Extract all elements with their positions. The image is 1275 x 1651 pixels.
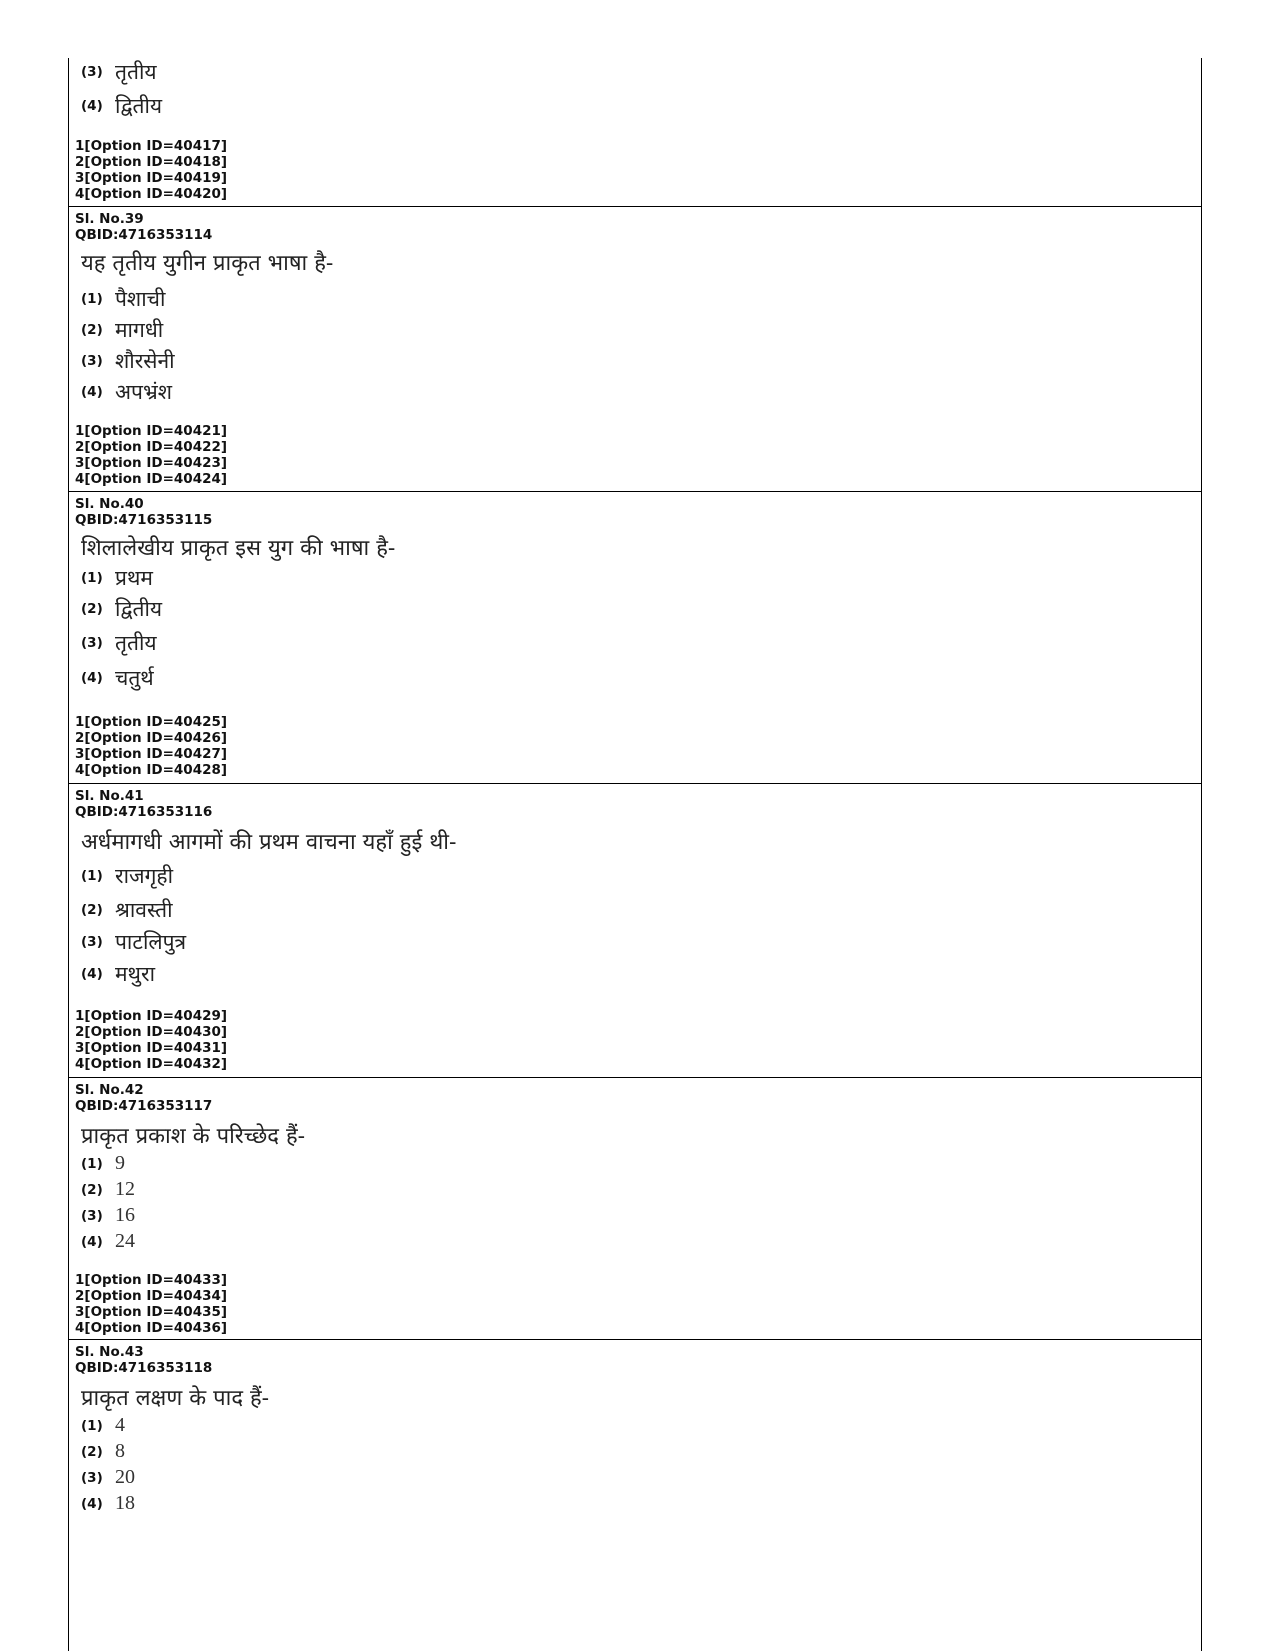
option-number: (4) — [81, 1495, 103, 1512]
option-row — [81, 1466, 135, 1494]
option-row — [81, 862, 173, 890]
option-text: 4 — [115, 1414, 125, 1436]
option-number: (2) — [81, 601, 103, 617]
question-text: शिलालेखीय प्राकृत इस युग की भाषा है- — [81, 536, 396, 561]
option-id: 1[Option ID=40433] — [75, 1272, 228, 1288]
option-id: 4[Option ID=40428] — [75, 762, 228, 778]
question-block-39 — [69, 206, 1201, 491]
question-block-41 — [69, 783, 1201, 1077]
option-row — [81, 1492, 135, 1520]
option-number: (1) — [81, 291, 103, 307]
option-text: प्रथम — [115, 566, 153, 590]
option-text: चतुर्थ — [115, 666, 154, 690]
option-text: शौरसेनी — [115, 349, 175, 373]
option-text: 20 — [115, 1466, 135, 1488]
option-id-list — [75, 1272, 227, 1336]
option-row — [81, 595, 162, 623]
option-row — [81, 1230, 135, 1258]
option-row — [81, 58, 157, 86]
question-text: प्राकृत लक्षण के पाद हैं- — [81, 1386, 270, 1411]
serial-number: Sl. No.41 — [75, 788, 144, 804]
option-text: श्रावस्ती — [115, 898, 173, 922]
qbid: QBID:4716353115 — [75, 512, 213, 528]
option-number: (4) — [81, 384, 103, 400]
option-number: (2) — [81, 902, 103, 918]
question-text: अर्धमागधी आगमों की प्रथम वाचना यहाँ हुई थी- — [81, 830, 457, 855]
option-id: 1[Option ID=40417] — [75, 138, 228, 154]
option-row — [81, 316, 163, 344]
option-id: 2[Option ID=40422] — [75, 439, 228, 455]
option-text: 12 — [115, 1178, 135, 1200]
option-id: 1[Option ID=40429] — [75, 1008, 228, 1024]
option-number: (4) — [81, 1233, 103, 1250]
option-number: (3) — [81, 353, 103, 369]
option-text: द्वितीय — [115, 597, 163, 621]
option-id: 2[Option ID=40426] — [75, 730, 228, 746]
option-text: मथुरा — [115, 962, 156, 986]
option-id-list — [75, 1008, 227, 1072]
option-id: 1[Option ID=40425] — [75, 714, 228, 730]
qbid: QBID:4716353114 — [75, 227, 213, 243]
option-row — [81, 1178, 135, 1206]
option-text: द्वितीय — [115, 94, 163, 118]
option-number: (3) — [81, 64, 103, 80]
option-text: तृतीय — [115, 631, 157, 655]
option-number: (3) — [81, 635, 103, 651]
option-id: 4[Option ID=40436] — [75, 1320, 228, 1336]
option-number: (4) — [81, 670, 103, 686]
option-id: 3[Option ID=40423] — [75, 455, 228, 471]
option-text: राजगृही — [115, 864, 174, 888]
option-text: मागधी — [115, 318, 164, 342]
option-text: 18 — [115, 1492, 135, 1514]
option-id: 1[Option ID=40421] — [75, 423, 228, 439]
option-number: (3) — [81, 1469, 103, 1486]
qbid: QBID:4716353118 — [75, 1360, 213, 1376]
option-row — [81, 664, 154, 692]
option-row — [81, 928, 186, 956]
option-id: 4[Option ID=40424] — [75, 471, 228, 487]
option-text: 8 — [115, 1440, 125, 1462]
question-text: प्राकृत प्रकाश के परिच्छेद हैं- — [81, 1124, 306, 1149]
option-number: (4) — [81, 98, 103, 114]
option-row — [81, 896, 173, 924]
option-number: (1) — [81, 868, 103, 884]
option-row — [81, 1440, 125, 1468]
option-text: अपभ्रंश — [115, 380, 173, 404]
option-id: 4[Option ID=40432] — [75, 1056, 228, 1072]
option-id: 2[Option ID=40430] — [75, 1024, 228, 1040]
option-row — [81, 92, 162, 120]
option-row — [81, 1204, 135, 1232]
option-text: 9 — [115, 1152, 125, 1174]
option-row — [81, 960, 155, 988]
option-id: 3[Option ID=40431] — [75, 1040, 228, 1056]
serial-number: Sl. No.40 — [75, 496, 144, 512]
question-block-40 — [69, 491, 1201, 783]
question-block-continued — [69, 58, 1201, 206]
option-text: 24 — [115, 1230, 135, 1252]
option-id-list — [75, 138, 227, 202]
option-id-list — [75, 423, 227, 487]
qbid: QBID:4716353116 — [75, 804, 213, 820]
question-text: यह तृतीय युगीन प्राकृत भाषा है- — [81, 251, 334, 276]
option-id: 2[Option ID=40418] — [75, 154, 228, 170]
option-row — [81, 1152, 125, 1180]
option-number: (1) — [81, 1417, 103, 1434]
option-id-list — [75, 714, 227, 778]
question-paper-frame — [68, 58, 1202, 1651]
option-id: 3[Option ID=40427] — [75, 746, 228, 762]
option-id: 4[Option ID=40420] — [75, 186, 228, 202]
option-number: (3) — [81, 1207, 103, 1224]
option-row — [81, 629, 157, 657]
option-number: (2) — [81, 1443, 103, 1460]
option-row — [81, 564, 153, 592]
serial-number: Sl. No.39 — [75, 211, 144, 227]
question-block-43 — [69, 1339, 1201, 1651]
option-row — [81, 285, 165, 313]
option-number: (4) — [81, 966, 103, 982]
option-text: 16 — [115, 1204, 135, 1226]
option-row — [81, 378, 172, 406]
option-id: 3[Option ID=40435] — [75, 1304, 228, 1320]
option-row — [81, 347, 175, 375]
option-text: पाटलिपुत्र — [115, 930, 187, 954]
option-number: (2) — [81, 322, 103, 338]
option-row — [81, 1414, 125, 1442]
option-id: 3[Option ID=40419] — [75, 170, 228, 186]
option-number: (1) — [81, 1155, 103, 1172]
option-number: (1) — [81, 570, 103, 586]
option-text: तृतीय — [115, 60, 157, 84]
serial-number: Sl. No.42 — [75, 1082, 144, 1098]
serial-number: Sl. No.43 — [75, 1344, 144, 1360]
option-number: (2) — [81, 1181, 103, 1198]
option-id: 2[Option ID=40434] — [75, 1288, 228, 1304]
option-text: पैशाची — [115, 287, 166, 311]
option-number: (3) — [81, 934, 103, 950]
qbid: QBID:4716353117 — [75, 1098, 213, 1114]
question-block-42 — [69, 1077, 1201, 1339]
